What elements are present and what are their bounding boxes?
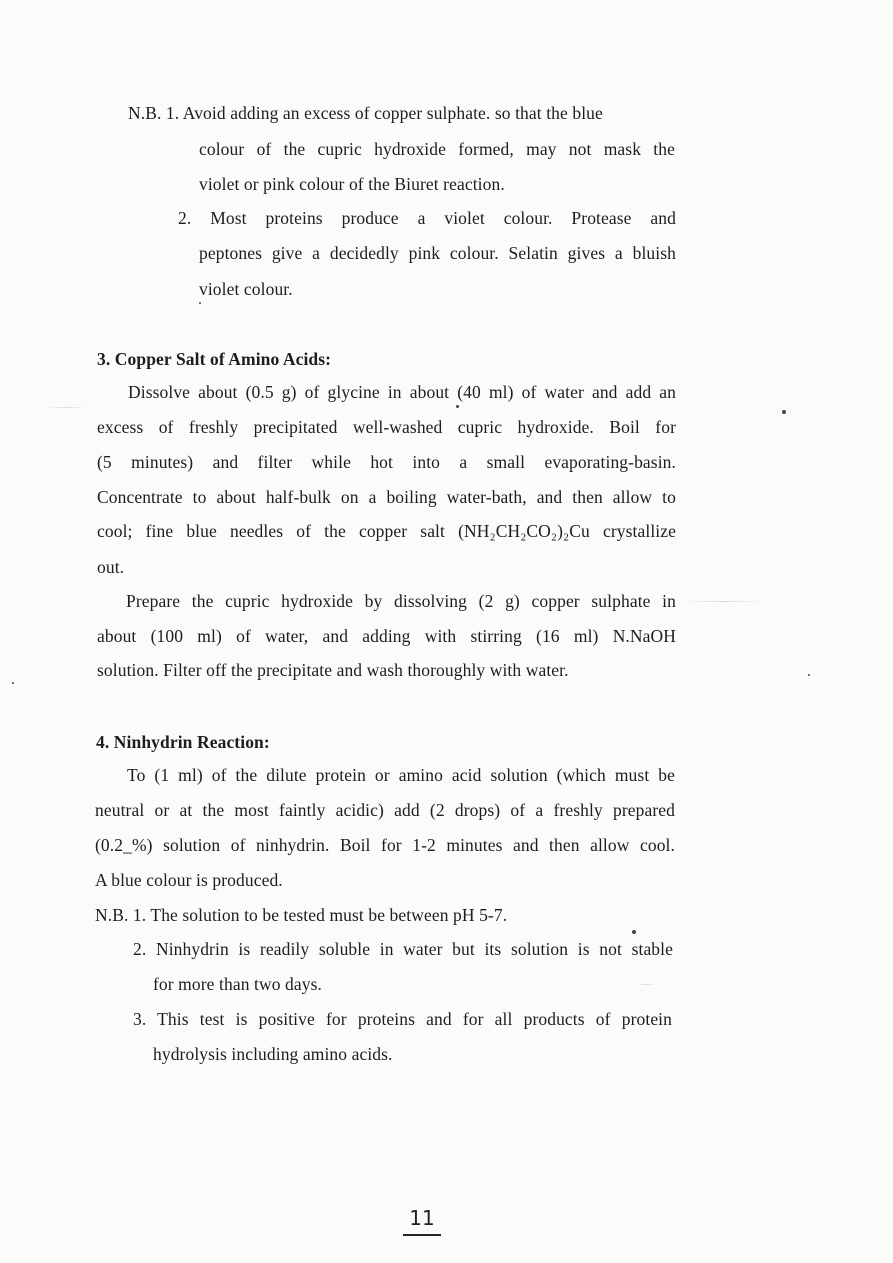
section-3-p2-line-2: about (100 ml) of water, and adding with stirring (16 ml) N.NaOH [97, 626, 676, 646]
scan-speck [808, 674, 810, 676]
section-3-p1-line-2: excess of freshly precipitated well-washed cupric hydroxide. Boil for [97, 417, 676, 437]
section-4-heading: 4. Ninhydrin Reaction: [96, 732, 270, 752]
section-3-p2-line-3: solution. Filter off the precipitate and wash thoroughly with water. [97, 660, 569, 680]
nb-line-5: peptones give a decidedly pink colour. Selatin gives a bluish [199, 243, 676, 263]
section-4-p1-line-4: A blue colour is produced. [95, 870, 283, 890]
section-4-nb-line-2: 2. Ninhydrin is readily soluble in water but its solution is not stable [133, 939, 673, 959]
scan-speck [456, 405, 459, 408]
scan-speck [199, 302, 201, 304]
nb-line-4: 2. Most proteins produce a violet colour. Protease and [178, 208, 676, 228]
section-3-p1-line-6: out. [97, 557, 125, 577]
section-4-nb-line-5: hydrolysis including amino acids. [153, 1044, 393, 1064]
section-3-p1-line-3: (5 minutes) and filter while hot into a small evaporating-basin. [97, 452, 676, 472]
scan-smudge [636, 984, 656, 985]
nb-line-3: violet or pink colour of the Biuret reaction. [199, 174, 505, 194]
scan-speck [632, 930, 636, 934]
section-4-nb-line-4: 3. This test is positive for proteins and for all products of protein [133, 1009, 672, 1029]
section-4-nb-line-3: for more than two days. [153, 974, 322, 994]
nb-line-1: N.B. 1. Avoid adding an excess of copper sulphate. so that the blue [128, 103, 603, 123]
section-4-nb-line-1: N.B. 1. The solution to be tested must be between pH 5-7. [95, 905, 508, 925]
section-3-p1-line-1: Dissolve about (0.5 g) of glycine in about (40 ml) of water and add an [128, 382, 676, 402]
section-3-p2-line-1: Prepare the cupric hydroxide by dissolving (2 g) copper sulphate in [126, 591, 676, 611]
scan-speck [12, 682, 14, 684]
section-4-p1-line-2: neutral or at the most faintly acidic) add (2 drops) of a freshly prepared [95, 800, 675, 820]
scan-smudge [47, 407, 87, 408]
scan-speck [782, 410, 786, 414]
nb-line-2: colour of the cupric hydroxide formed, may not mask the [199, 139, 675, 159]
page-number: 11 [409, 1206, 435, 1230]
section-4-p1-line-1: To (1 ml) of the dilute protein or amino acid solution (which must be [127, 765, 675, 785]
section-4-p1-line-3: (0.2_%) solution of ninhydrin. Boil for 1-2 minutes and then allow cool. [95, 835, 675, 855]
section-3-heading: 3. Copper Salt of Amino Acids: [97, 349, 332, 369]
nb-line-6: violet colour. [199, 279, 293, 299]
section-3-p1-line-4: Concentrate to about half-bulk on a boiling water-bath, and then allow to [97, 487, 676, 507]
scan-smudge [680, 601, 765, 602]
section-3-p1-line-5: cool; fine blue needles of the copper salt (NH₂CH₂CO₂)₂Cu crystallize [97, 521, 676, 541]
page-number-underline [403, 1234, 441, 1236]
